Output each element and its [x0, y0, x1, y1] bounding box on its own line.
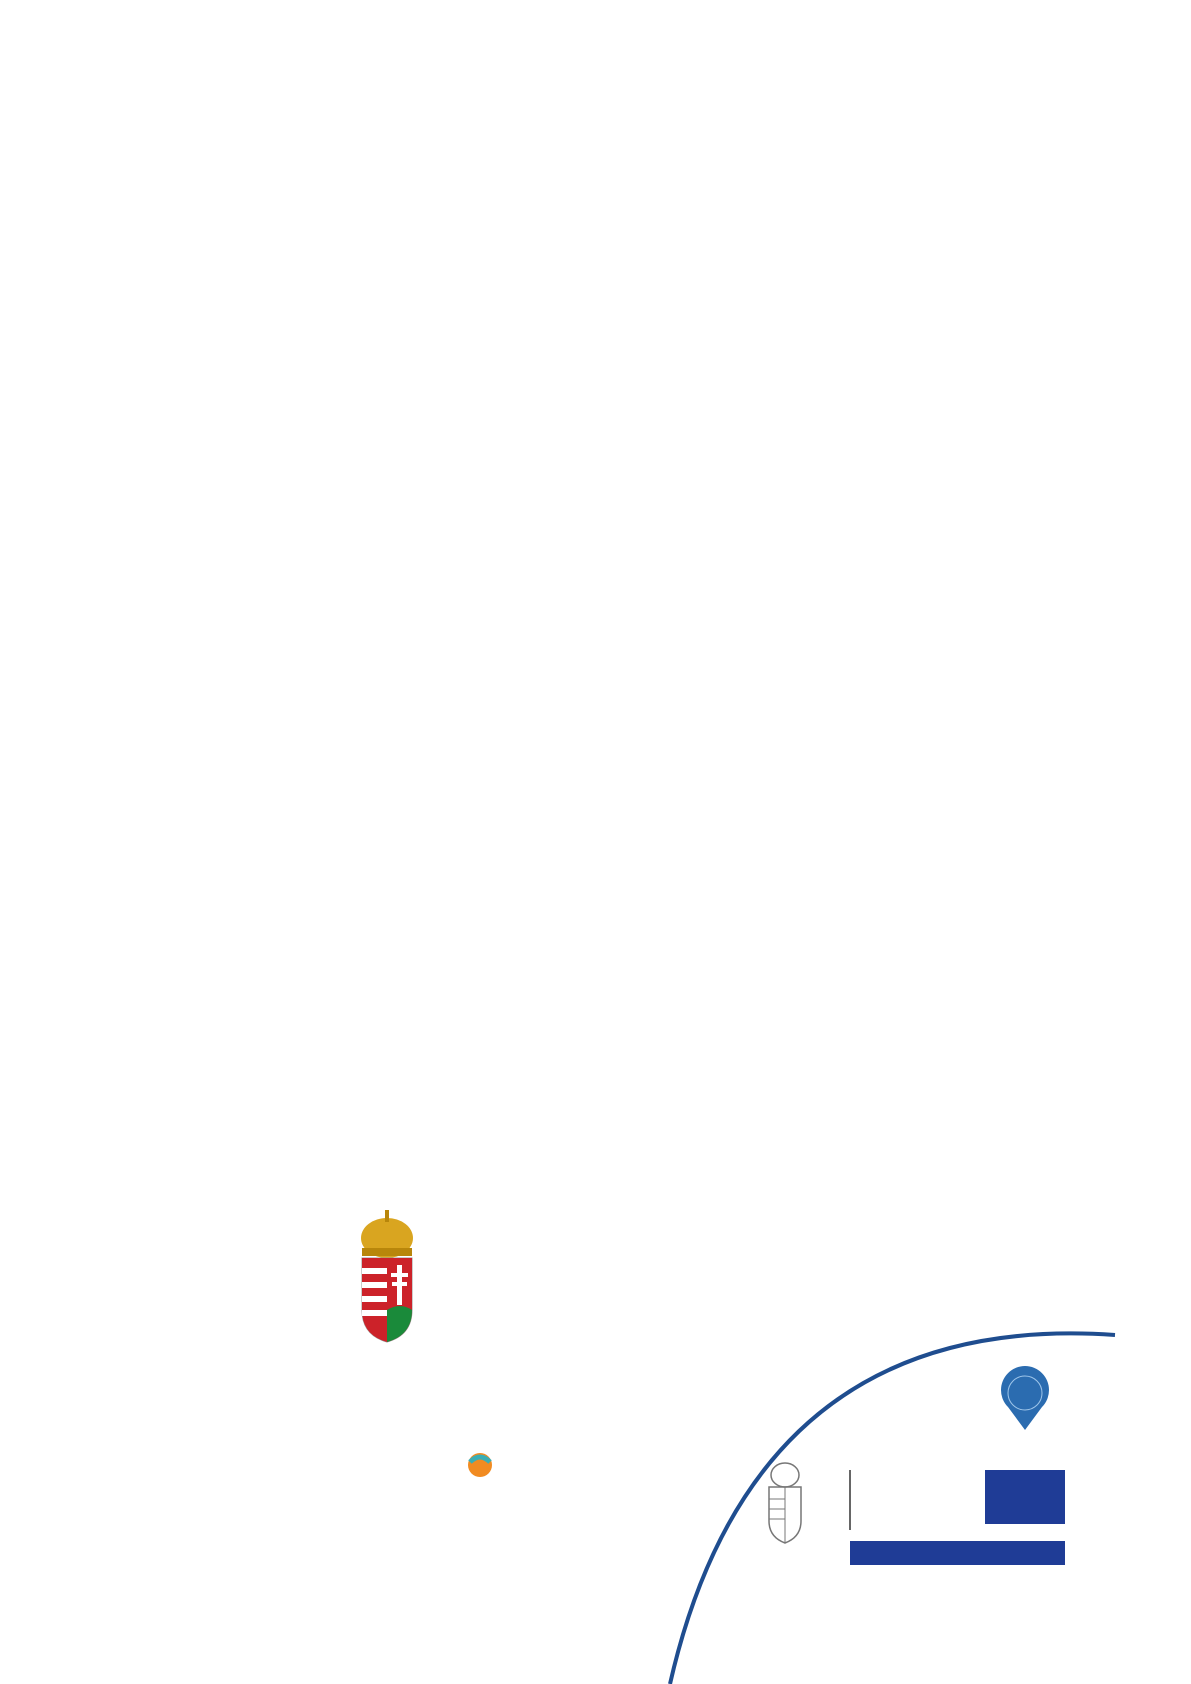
eu-banner	[850, 1541, 1065, 1565]
coat-of-arms-grey-icon	[769, 1463, 801, 1543]
eu-flag-icon	[985, 1470, 1065, 1524]
coat-of-arms-icon	[362, 1258, 412, 1342]
szechenyi-logo	[840, 1365, 1060, 1435]
eu-logo	[848, 1465, 1068, 1570]
location-pin-icon	[1001, 1366, 1049, 1430]
ministry-logo	[262, 1210, 512, 1370]
government-logo	[725, 1455, 845, 1575]
crown-icon	[361, 1210, 413, 1258]
tefi-logo	[275, 1450, 505, 1560]
tefi-swirl-icon	[468, 1453, 492, 1477]
